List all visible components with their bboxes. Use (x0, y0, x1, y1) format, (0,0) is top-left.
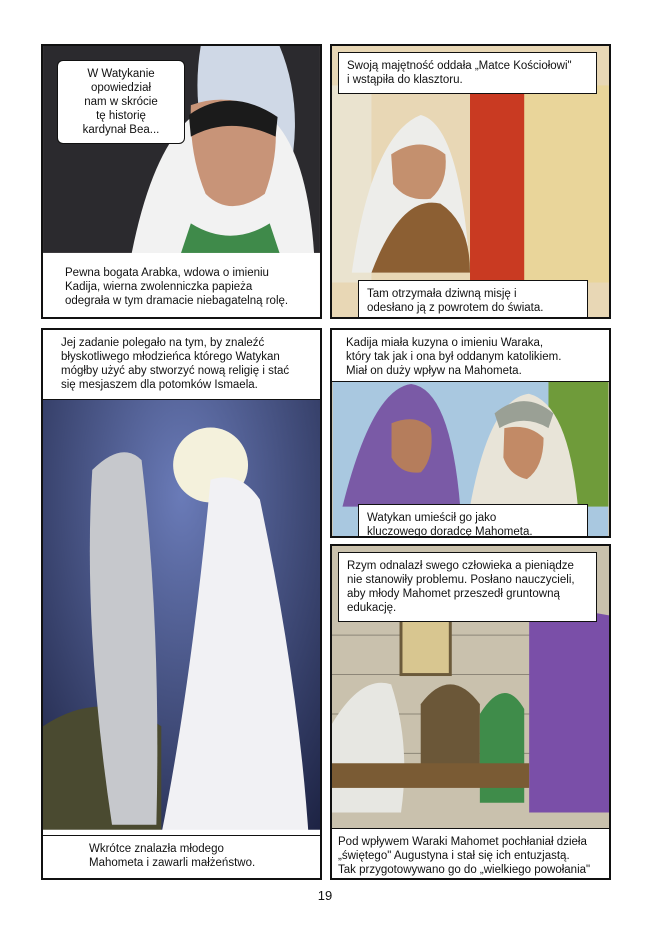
caption-top: Kadija miała kuzyna o imieniu Waraka, który tak jak i ona był oddanym katolikiem. Miał on duży wpływ na Mahometa. (332, 330, 609, 382)
panel-4 (330, 328, 611, 538)
caption-top: Swoją majętność oddała „Matce Kościołowi" i wstąpiła do klasztoru. (338, 52, 597, 94)
caption-top: Rzym odnalazł swego człowieka a pieniądze nie stanowiły problemu. Posłano nauczycieli, aby młody Mahomet przeszedł gruntowną edukację. (338, 552, 597, 622)
speech-bubble: W Watykanie opowiedział nam w skrócie tę historię kardynał Bea... (57, 60, 185, 144)
wedding-moonlight-art (43, 330, 320, 878)
page-number: 19 (317, 888, 333, 903)
caption-bottom: Pod wpływem Waraki Mahomet pochłaniał dzieła „świętego" Augustyna i stał się ich entuzjastą. Tak przygotowywano go do „wielkiego powołania" (332, 828, 609, 878)
caption-bottom: Tam otrzymała dziwną misję i odesłano ją z powrotem do świata. (358, 280, 588, 319)
caption-bottom: Wkrótce znalazła młodego Mahometa i zawarli małżeństwo. (43, 835, 320, 878)
caption-bottom: Pewna bogata Arabka, wdowa o imieniu Kadija, wierna zwolenniczka papieża odegrała w tym dramacie niebagatelną rolę. (57, 260, 309, 314)
panel-3 (41, 328, 322, 880)
caption-top: Jej zadanie polegało na tym, by znaleźć błyskotliwego młodzieńca którego Watykan mógłby użyć aby stworzyć nową religię i stać się mesjaszem dla potomków Ismaela. (43, 330, 320, 400)
panel-1 (41, 44, 322, 319)
panel-2 (330, 44, 611, 319)
panel-5 (330, 544, 611, 880)
caption-bottom: Watykan umieścił go jako kluczowego doradcę Mahometa. (358, 504, 588, 538)
